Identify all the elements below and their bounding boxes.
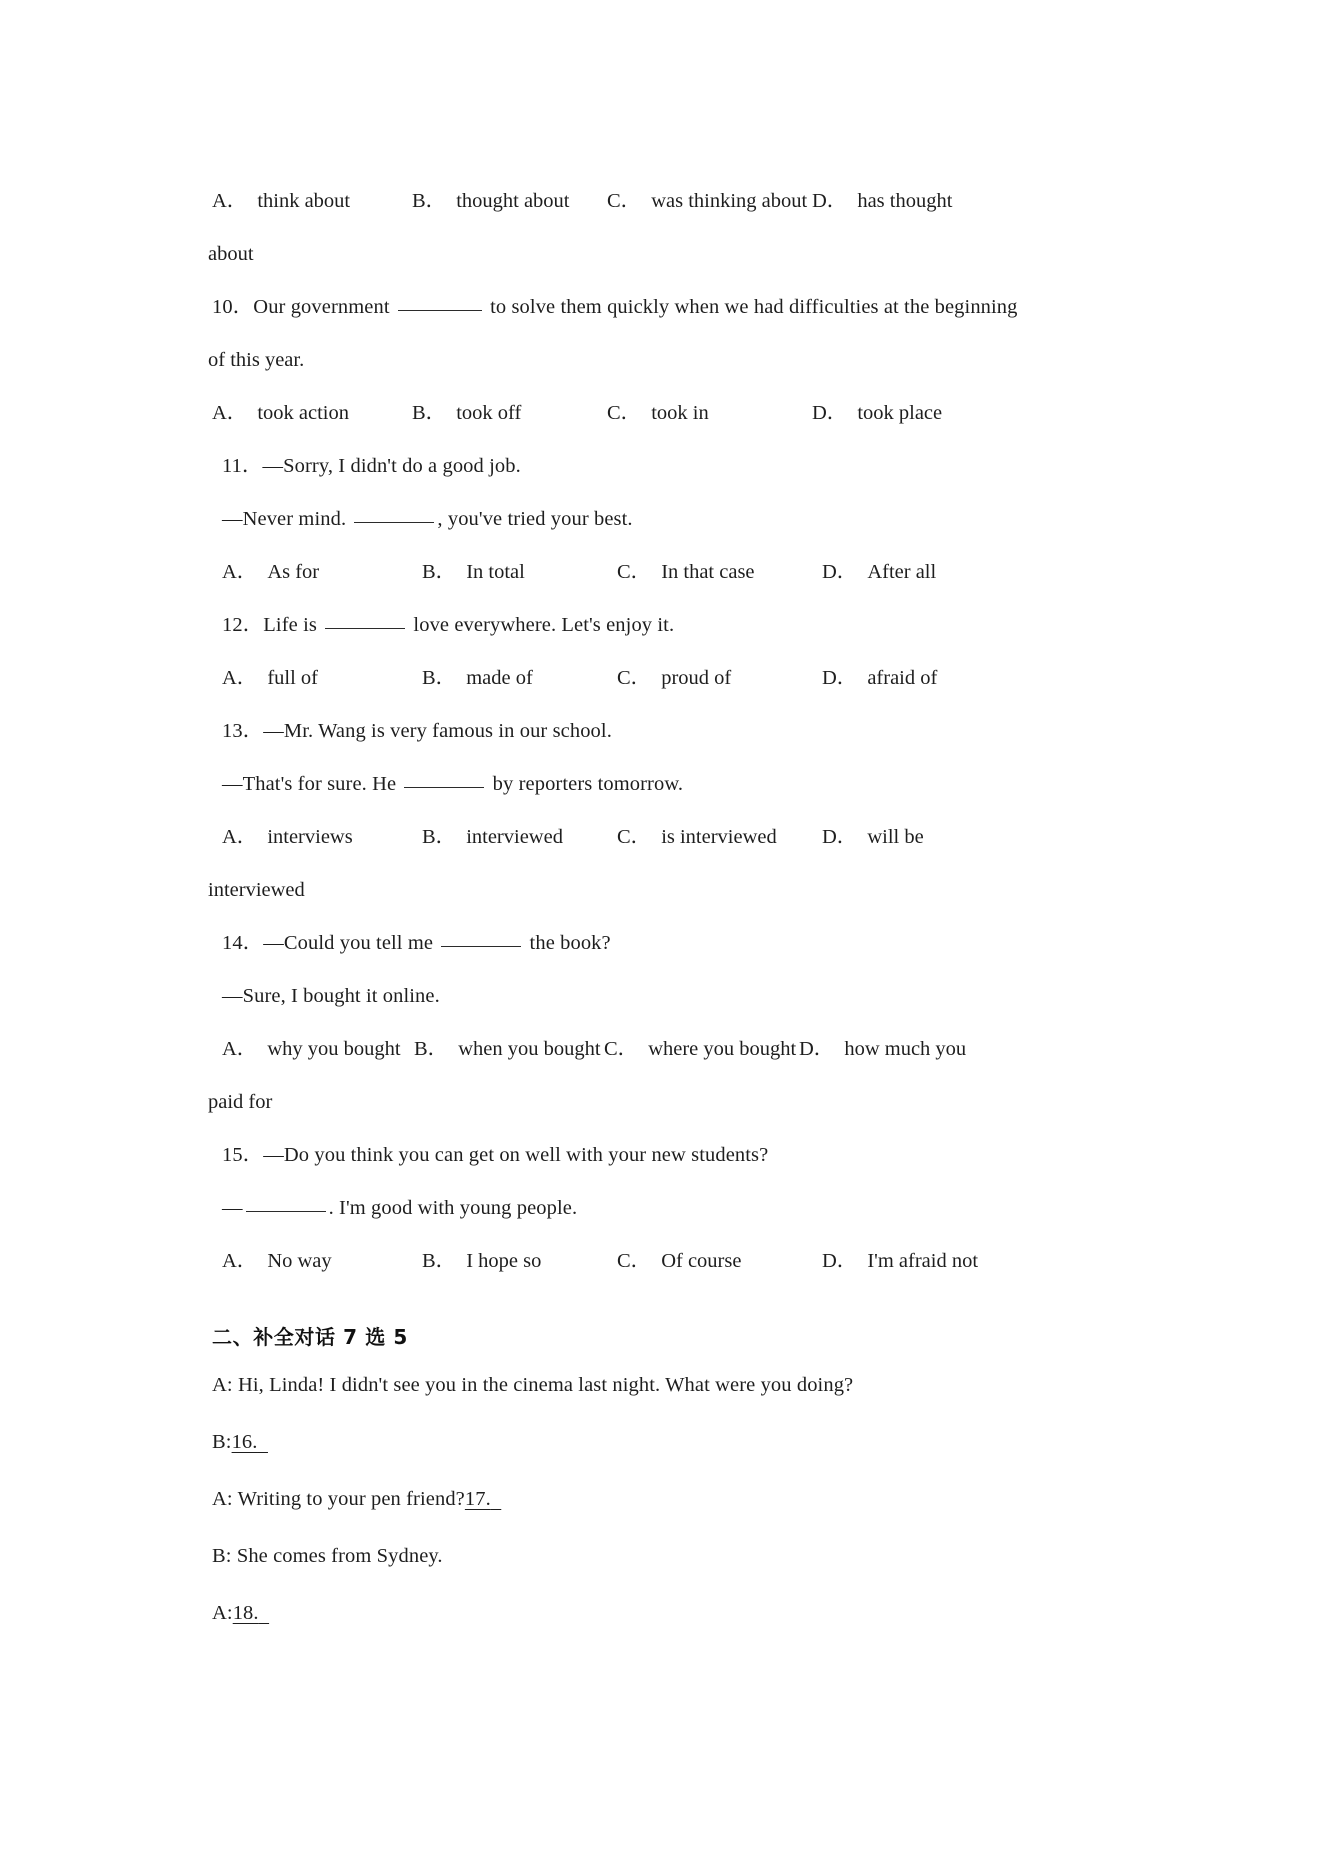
option-b-text: I hope so xyxy=(466,1250,542,1272)
option-a-letter: A． xyxy=(222,561,258,583)
option-c-letter: C． xyxy=(607,190,642,212)
option-b-letter: B． xyxy=(422,1250,457,1272)
option-c xyxy=(607,387,812,440)
question-10-stem xyxy=(212,281,1112,334)
option-d-text: will be xyxy=(867,826,924,848)
question-15-blank xyxy=(246,1211,326,1212)
dialogue-blank-18: 18. xyxy=(232,1602,259,1624)
option-c-letter: C． xyxy=(604,1038,639,1060)
option-b-text: made of xyxy=(466,667,533,689)
option-a xyxy=(222,1023,414,1076)
option-b xyxy=(412,175,607,228)
option-a-text: As for xyxy=(267,561,320,583)
option-d-letter: D． xyxy=(822,826,858,848)
question-10-stem-part2: to solve them quickly when we had difficulties at the beginning xyxy=(490,296,1018,318)
question-15-options xyxy=(212,1235,1112,1288)
option-d xyxy=(822,546,1112,599)
option-d xyxy=(822,1235,1112,1288)
dialogue-speaker: A: xyxy=(212,1374,233,1396)
option-b xyxy=(422,652,617,705)
dialogue-line xyxy=(212,1592,1112,1635)
option-b xyxy=(414,1023,604,1076)
option-c-text: where you bought xyxy=(648,1038,797,1060)
option-b-text: when you bought xyxy=(458,1038,601,1060)
option-c-letter: C． xyxy=(617,826,652,848)
dialogue-gap xyxy=(212,1521,1112,1535)
question-14-stem xyxy=(212,917,1112,970)
question-13-options xyxy=(212,811,1112,864)
question-9-options xyxy=(212,175,1112,228)
option-c-letter: C． xyxy=(607,402,642,424)
page-content xyxy=(208,175,1112,1635)
option-b-text: interviewed xyxy=(466,826,563,848)
question-12-stem-part2: love everywhere. Let's enjoy it. xyxy=(413,614,675,636)
option-c xyxy=(617,1235,822,1288)
dialogue-speaker: B: xyxy=(212,1545,232,1567)
option-b xyxy=(422,1235,617,1288)
dialogue-block xyxy=(212,1364,1112,1635)
option-d xyxy=(812,387,1112,440)
question-14-blank xyxy=(441,946,521,947)
option-b xyxy=(412,387,607,440)
option-a-text: No way xyxy=(267,1250,332,1272)
dialogue-text: She comes from Sydney. xyxy=(236,1545,443,1567)
option-d xyxy=(812,175,1112,228)
option-d-letter: D． xyxy=(799,1038,835,1060)
option-b-letter: B． xyxy=(412,402,447,424)
question-14-options xyxy=(212,1023,1112,1076)
question-11-stem: 11．—Sorry, I didn't do a good job. xyxy=(222,455,521,477)
question-11-reply-part1: —Never mind. xyxy=(222,508,347,530)
option-d-text: how much you xyxy=(844,1038,967,1060)
dialogue-line xyxy=(212,1535,1112,1578)
dialogue-text: Writing to your pen friend? xyxy=(237,1488,465,1510)
dialogue-gap xyxy=(212,1464,1112,1478)
option-d xyxy=(822,652,1112,705)
dialogue-speaker: A: xyxy=(212,1602,233,1624)
question-12-blank xyxy=(325,628,405,629)
option-c xyxy=(607,175,812,228)
option-c-text: was thinking about xyxy=(651,190,808,212)
question-11-reply xyxy=(212,493,1112,546)
option-a-text: why you bought xyxy=(267,1038,401,1060)
dialogue-gap xyxy=(212,1578,1112,1592)
option-b-letter: B． xyxy=(422,826,457,848)
question-14-stem-part2: the book? xyxy=(529,932,611,954)
option-d-letter: D． xyxy=(812,402,848,424)
option-a xyxy=(222,811,422,864)
option-a-letter: A． xyxy=(212,190,248,212)
question-15-reply-part2: . I'm good with young people. xyxy=(328,1197,578,1219)
dialogue-blank-16: 16. xyxy=(231,1431,258,1453)
option-c-text: Of course xyxy=(661,1250,742,1272)
dialogue-speaker: A: xyxy=(212,1488,233,1510)
option-a-text: took action xyxy=(257,402,349,424)
question-15-reply-part1: — xyxy=(222,1197,243,1219)
option-c-text: took in xyxy=(651,402,709,424)
option-c xyxy=(617,811,822,864)
option-d-text: I'm afraid not xyxy=(867,1250,979,1272)
option-b-letter: B． xyxy=(422,667,457,689)
question-10-options xyxy=(212,387,1112,440)
option-d-letter: D． xyxy=(822,1250,858,1272)
option-c-text: is interviewed xyxy=(661,826,777,848)
option-a xyxy=(212,387,412,440)
question-13-reply-part2: by reporters tomorrow. xyxy=(492,773,684,795)
question-13-option-d-wrap: interviewed xyxy=(208,879,305,901)
question-9-option-d-wrap: about xyxy=(208,243,254,265)
option-c xyxy=(617,652,822,705)
option-b-letter: B． xyxy=(422,561,457,583)
question-11-reply-part2: , you've tried your best. xyxy=(437,508,633,530)
option-c xyxy=(617,546,822,599)
option-d xyxy=(822,811,1112,864)
question-14-option-d-wrap: paid for xyxy=(208,1091,273,1113)
question-15-stem: 15．—Do you think you can get on well with your new students? xyxy=(222,1144,769,1166)
question-15-reply xyxy=(212,1182,1112,1235)
option-a-text: interviews xyxy=(267,826,353,848)
option-a xyxy=(212,175,412,228)
dialogue-blank-17: 17. xyxy=(464,1488,491,1510)
option-a xyxy=(222,1235,422,1288)
question-12-stem xyxy=(212,599,1112,652)
question-10-stem-wrap: of this year. xyxy=(208,349,305,371)
question-10-stem-part1: 10．Our government xyxy=(212,296,390,318)
section-two-heading: 二、补全对话 7 选 5 xyxy=(212,1325,408,1349)
question-14-stem-part1: 14．—Could you tell me xyxy=(222,932,434,954)
option-b-letter: B． xyxy=(412,190,447,212)
option-c-text: proud of xyxy=(661,667,732,689)
option-d-text: afraid of xyxy=(867,667,938,689)
option-c-letter: C． xyxy=(617,667,652,689)
question-13-reply xyxy=(212,758,1112,811)
option-d-text: After all xyxy=(867,561,937,583)
option-c-letter: C． xyxy=(617,1250,652,1272)
option-c-text: In that case xyxy=(661,561,755,583)
dialogue-speaker: B: xyxy=(212,1431,232,1453)
question-13-stem: 13．—Mr. Wang is very famous in our school. xyxy=(222,720,612,742)
option-d-text: took place xyxy=(857,402,943,424)
option-d-letter: D． xyxy=(812,190,848,212)
dialogue-line xyxy=(212,1364,1112,1407)
option-c xyxy=(604,1023,799,1076)
option-c-letter: C． xyxy=(617,561,652,583)
option-a-letter: A． xyxy=(222,826,258,848)
question-13-blank xyxy=(404,787,484,788)
dialogue-line xyxy=(212,1421,1112,1464)
option-a-letter: A． xyxy=(222,1038,258,1060)
dialogue-gap xyxy=(212,1407,1112,1421)
option-a-letter: A． xyxy=(222,667,258,689)
option-b-text: took off xyxy=(456,402,522,424)
question-11-options xyxy=(212,546,1112,599)
question-12-stem-part1: 12．Life is xyxy=(222,614,317,636)
option-a xyxy=(222,546,422,599)
option-d-letter: D． xyxy=(822,667,858,689)
question-11-blank xyxy=(354,522,434,523)
option-b-text: thought about xyxy=(456,190,570,212)
option-a-text: full of xyxy=(267,667,318,689)
option-d xyxy=(799,1023,1112,1076)
option-d-letter: D． xyxy=(822,561,858,583)
question-14-reply: —Sure, I bought it online. xyxy=(222,985,440,1007)
option-b xyxy=(422,546,617,599)
option-b-text: In total xyxy=(466,561,525,583)
question-13-reply-part1: —That's for sure. He xyxy=(222,773,397,795)
option-a-text: think about xyxy=(257,190,351,212)
option-b xyxy=(422,811,617,864)
option-d-text: has thought xyxy=(857,190,953,212)
dialogue-line xyxy=(212,1478,1112,1521)
option-a-letter: A． xyxy=(212,402,248,424)
question-12-options xyxy=(212,652,1112,705)
dialogue-text: Hi, Linda! I didn't see you in the cinema last night. What were you doing? xyxy=(237,1374,854,1396)
option-a xyxy=(222,652,422,705)
option-a-letter: A． xyxy=(222,1250,258,1272)
question-10-blank xyxy=(398,310,482,311)
option-b-letter: B． xyxy=(414,1038,449,1060)
